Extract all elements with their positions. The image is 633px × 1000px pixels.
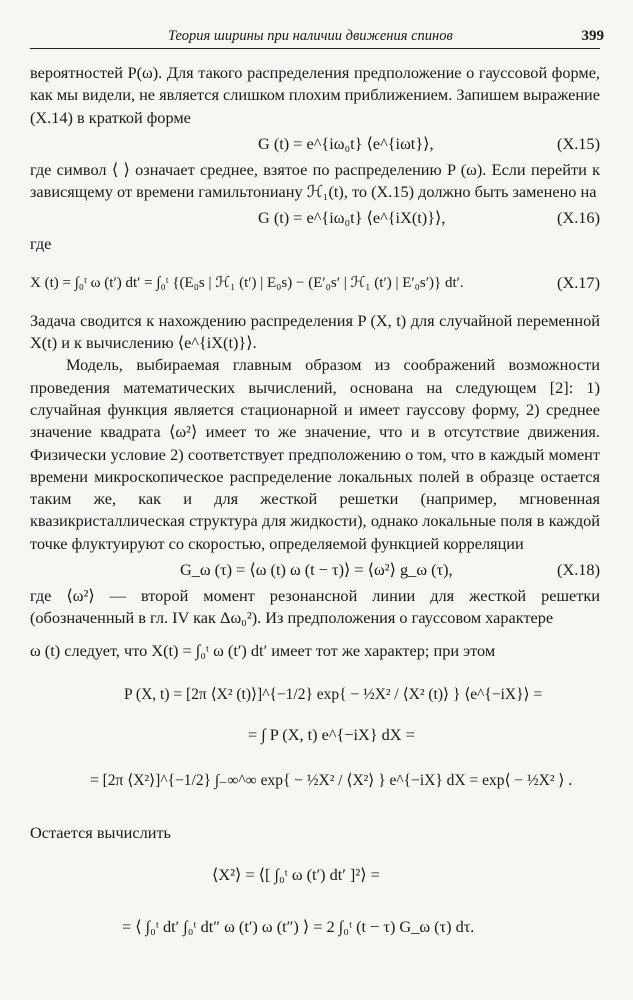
equation-x-squared-result <box>30 902 600 958</box>
page-header <box>30 26 604 49</box>
equation-integral-line <box>30 718 600 752</box>
paragraph-1: вероятностей P(ω). Для такого распределения предположение о гауссовой форме, как мы видели, не является слишком плохим приближением. Запишем выражение (X.14) в краткой форме <box>30 63 600 127</box>
equation-x18 <box>30 559 600 581</box>
paragraph-remains: Остается вычислить <box>30 822 171 842</box>
equation-x16-number: (X.16) <box>557 208 600 228</box>
page-body <box>30 62 600 958</box>
equation-x18-body: G_ω (τ) = ⟨ω (t) ω (t − τ)⟩ = ⟨ω²⟩ g_ω (τ), <box>180 560 453 580</box>
equation-x16-body: G (t) = e^{iω₀t} ⟨e^{iX(t)}⟩, <box>258 208 446 228</box>
equation-x18-number: (X.18) <box>557 560 600 580</box>
equation-x17-number: (X.17) <box>557 272 600 292</box>
equation-gaussian-result <box>30 752 600 814</box>
equation-x-squared-line2: = ⟨ ∫₀ᵗ dt′ ∫₀ᵗ dt″ ω (t′) ω (t″) ⟩ = 2 ∫₀ᵗ (t − τ) G_ω (τ) dτ. <box>122 916 475 936</box>
paragraph-3: Задача сводится к нахождению распределения P (X, t) для случайной переменной X(t) и к вычислению ⟨e^{iX(t)}⟩. <box>30 310 600 353</box>
paragraph-2: где символ ⟨ ⟩ означает среднее, взятое по распределению P (ω). Если перейти к зависящему от времени гамильтониану ℋ₁(t), то (X.15) должно быть заменено на <box>30 159 600 202</box>
paragraph-4: Модель, выбираемая главным образом из соображений возможности проведения математических вычислений, основана на следующем [2]: 1) случайная функция является стационарной и имеет гауссову форму, 2) среднее значение квадрата ⟨ω²⟩ имеет то же значение, что и в отсутствие движения. Физически условие 2) соответствует предположению о том, что в каждый момент времени микроскопическое распределение локальных полей в образце остается таким же, как и для жесткой решетки (например, мгновенная квазикристаллическая структура для жидкости), однако локальные поля в каждой точке флуктуируют со скоростью, определяемой функцией корреляции <box>30 355 600 553</box>
equation-x-squared-line1: ⟨X²⟩ = ⟨[ ∫₀ᵗ ω (t′) dt′ ]²⟩ = <box>212 864 380 884</box>
equation-x15-number: (X.15) <box>557 133 600 153</box>
equation-gaussian-result-body: = [2π ⟨X²⟩]^{−1/2} ∫₋∞^∞ exp{ − ½X² / ⟨X²⟩ } e^{−iX} dX = exp⟨ − ½X² ⟩ . <box>90 771 573 789</box>
page-number: 399 <box>581 28 604 44</box>
word-where: где <box>30 234 52 254</box>
equation-p-distribution-line1: P (X, t) = [2π ⟨X² (t)⟩]^{−1/2} exp{ − ½X² / ⟨X² (t)⟩ } ⟨e^{−iX}⟩ = <box>124 685 543 703</box>
running-title: Теория ширины при наличии движения спинов <box>168 28 453 44</box>
equation-x17 <box>30 260 600 306</box>
equation-p-distribution <box>30 670 600 718</box>
equation-x15 <box>30 133 600 155</box>
book-page <box>30 26 604 936</box>
line-omega-follows <box>30 630 600 670</box>
equation-x17-body: X (t) = ∫₀ᵗ ω (t′) dt′ = ∫₀ᵗ {(E₀s | ℋ₁ (t′) | E₀s) − (E′₀s′ | ℋ₁ (t′) | E′₀s′)} dt′. <box>30 274 464 291</box>
equation-x-squared <box>30 844 600 902</box>
equation-x15-body: G (t) = e^{iω₀t} ⟨e^{iωt}⟩, <box>258 133 434 153</box>
equation-integral-line-body: = ∫ P (X, t) e^{−iX} dX = <box>248 724 415 744</box>
paragraph-5: где ⟨ω²⟩ — второй момент резонансной линии для жесткой решетки (обозначенный в гл. IV как Δω₀²). Из предположения о гауссовом характере <box>30 586 600 628</box>
equation-x16 <box>30 207 600 229</box>
line-omega-follows-text: ω (t) следует, что X(t) = ∫₀ᵗ ω (t′) dt′ имеет тот же характер; при этом <box>30 640 496 660</box>
